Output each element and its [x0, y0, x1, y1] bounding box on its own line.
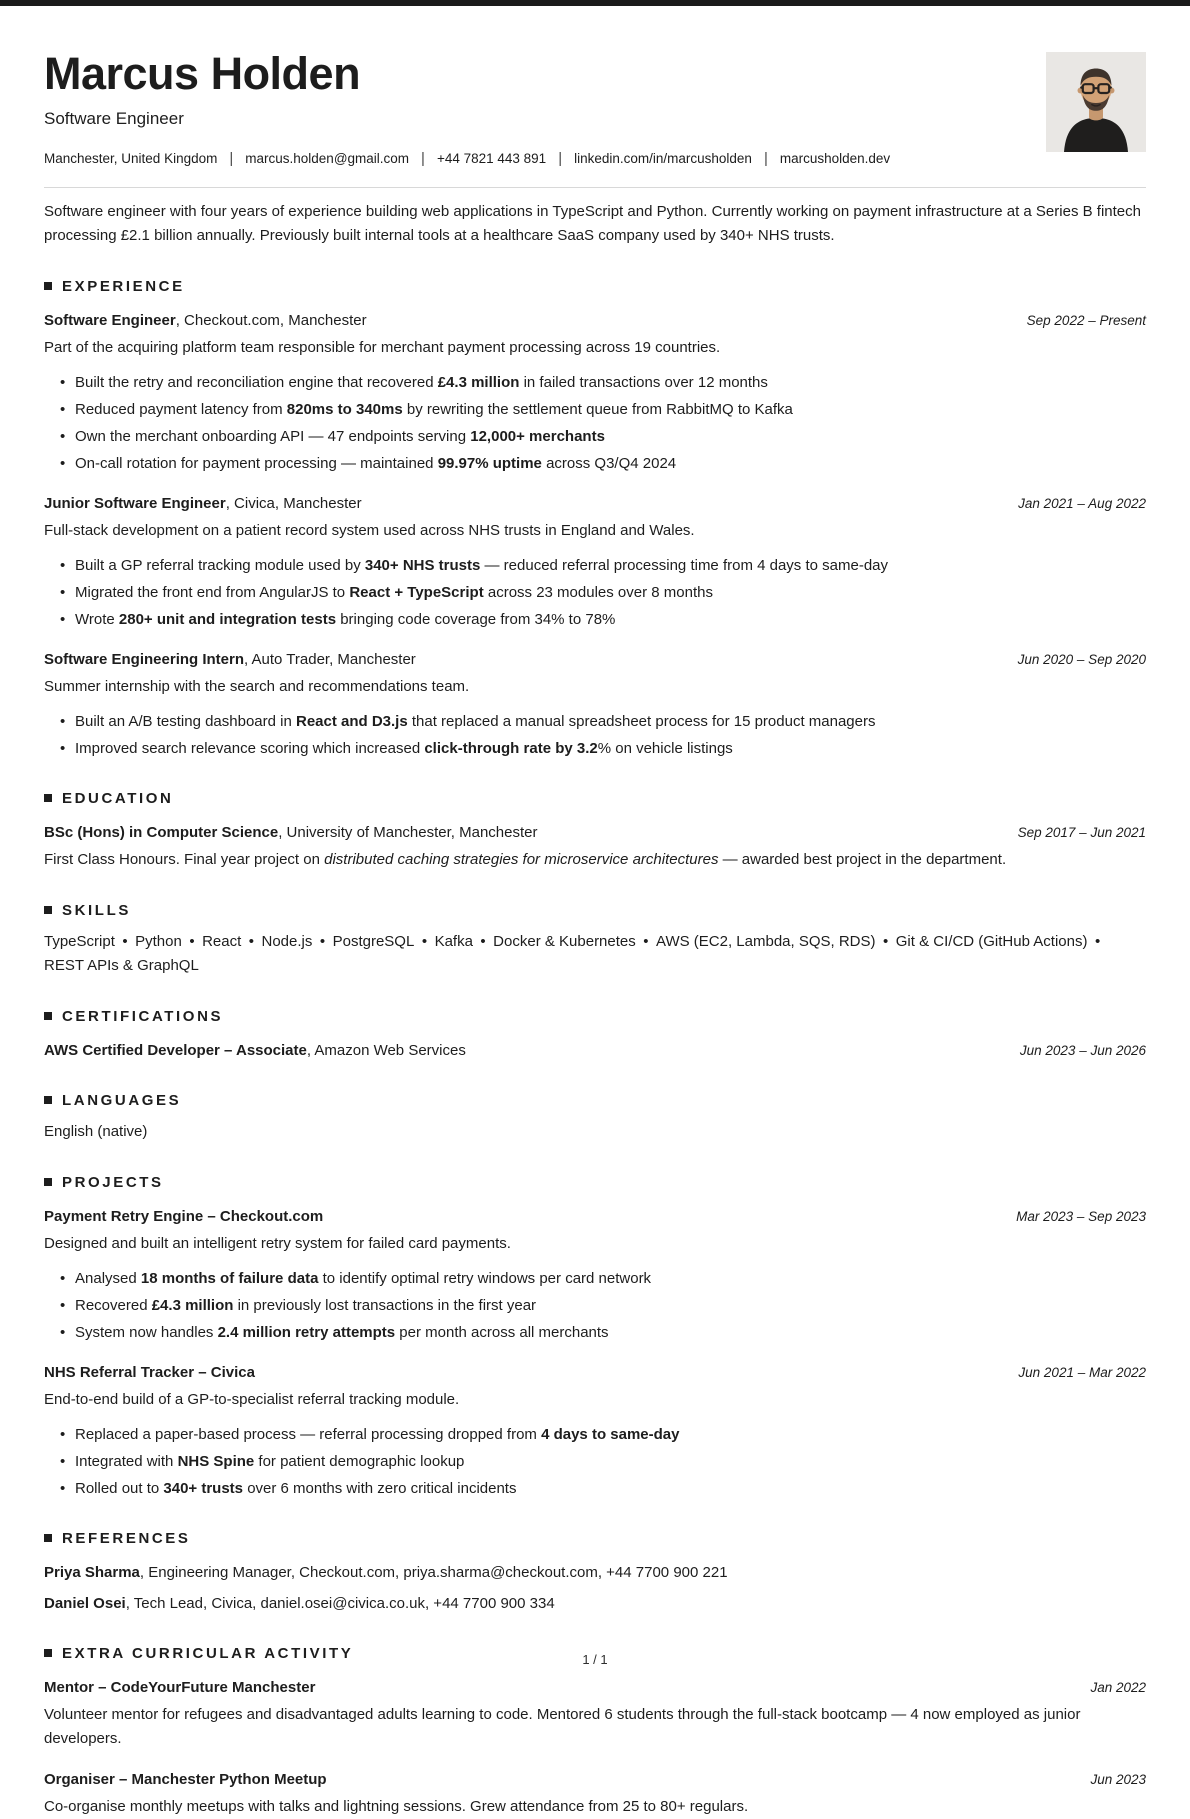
- entry-description: [44, 675, 1146, 699]
- section-title-text: LANGUAGES: [62, 1091, 182, 1109]
- entry-title-row: [44, 310, 1146, 332]
- text-segment: , Auto Trader, Manchester: [244, 650, 416, 668]
- text-segment: NHS Referral Tracker – Civica: [44, 1363, 255, 1381]
- section-title-text: EDUCATION: [62, 789, 174, 807]
- text-segment: , Engineering Manager, Checkout.com, priya.sharma@checkout.com, +44 7700 900 221: [139, 1563, 728, 1581]
- header-divider: [44, 187, 1146, 188]
- entry-description: [44, 336, 1146, 360]
- section-title-text: REFERENCES: [62, 1529, 191, 1547]
- sections-container: [44, 278, 1146, 1819]
- text-segment: over 6 months with zero critical incidents: [243, 1479, 517, 1497]
- entry-description: [44, 519, 1146, 543]
- section-title: [44, 902, 1146, 919]
- entry-bullet-list: [44, 711, 1146, 760]
- text-segment: , Tech Lead, Civica, daniel.osei@civica.co.uk, +44 7700 900 334: [125, 1594, 555, 1612]
- section-title: [44, 790, 1146, 807]
- contact-item-website: marcusholden.dev: [779, 150, 891, 166]
- text-segment: £4.3 million: [151, 1296, 234, 1314]
- entry-bullet-list: [44, 555, 1146, 631]
- person-name: Marcus Holden: [44, 48, 361, 99]
- entry-title-row: [44, 493, 1146, 515]
- contact-separator: |: [763, 149, 768, 167]
- text-segment: 340+ trusts: [163, 1479, 244, 1497]
- text-segment: Mentor – CodeYourFuture Manchester: [44, 1678, 316, 1696]
- text-segment: Integrated with: [75, 1452, 178, 1470]
- text-segment: 340+ NHS trusts: [364, 556, 481, 574]
- text-segment: Replaced a paper-based process — referral processing dropped from: [75, 1425, 542, 1443]
- text-segment: Rolled out to: [75, 1479, 164, 1497]
- bullet-item: [75, 426, 1146, 448]
- text-segment: Payment Retry Engine – Checkout.com: [44, 1207, 324, 1225]
- entry: [44, 1593, 1146, 1615]
- section-education: [44, 790, 1146, 872]
- entry-description: [44, 1795, 1146, 1819]
- bullet-item: [75, 738, 1146, 760]
- entry: [44, 822, 1146, 872]
- bullet-item: [75, 372, 1146, 394]
- section-languages: [44, 1092, 1146, 1144]
- section-text: English (native): [44, 1122, 148, 1140]
- text-segment: On-call rotation for payment processing — maintained: [75, 454, 438, 472]
- section-bullet-square-icon: [44, 1534, 52, 1542]
- resume-content: [0, 6, 1190, 1819]
- entry: [44, 1040, 1146, 1062]
- entry-date: Jun 2023: [1090, 1771, 1146, 1787]
- text-segment: to identify optimal retry windows per card network: [318, 1269, 652, 1287]
- entry-bullet-list: [44, 1268, 1146, 1344]
- section-title: [44, 1008, 1146, 1025]
- bullet-item: [75, 399, 1146, 421]
- entry-title: [44, 649, 416, 671]
- text-segment: Full-stack development on a patient record system used across NHS trusts in England and Wales.: [44, 521, 695, 539]
- profile-photo-illustration: [1046, 52, 1146, 152]
- section-title: [44, 1092, 1146, 1109]
- entry: [44, 1362, 1146, 1500]
- entry-date: Jun 2021 – Mar 2022: [1018, 1364, 1146, 1380]
- contact-row: [44, 150, 1022, 167]
- bullet-item: [75, 1478, 1146, 1500]
- text-segment: , Amazon Web Services: [306, 1041, 466, 1059]
- text-segment: that replaced a manual spreadsheet process for 15 product managers: [407, 712, 876, 730]
- bullet-item: [75, 1295, 1146, 1317]
- text-segment: Reduced payment latency from: [75, 400, 287, 418]
- text-segment: , University of Manchester, Manchester: [278, 823, 538, 841]
- text-segment: Software Engineer: [44, 311, 176, 329]
- bullet-item: [75, 711, 1146, 733]
- text-segment: BSc (Hons) in Computer Science: [44, 823, 279, 841]
- text-segment: click-through rate by 3.2: [424, 739, 598, 757]
- text-segment: for patient demographic lookup: [254, 1452, 465, 1470]
- text-segment: NHS Spine: [177, 1452, 255, 1470]
- text-segment: 12,000+ merchants: [470, 427, 605, 445]
- entry-date: Jan 2021 – Aug 2022: [1018, 495, 1146, 511]
- text-segment: Part of the acquiring platform team responsible for merchant payment processing across 19 countries.: [44, 338, 721, 356]
- entry-title: [44, 822, 538, 844]
- text-segment: % on vehicle listings: [597, 739, 733, 757]
- entry-date: Jan 2022: [1090, 1679, 1146, 1695]
- entry-title-row: [44, 1206, 1146, 1228]
- entry: [44, 310, 1146, 475]
- text-segment: Improved search relevance scoring which increased: [75, 739, 425, 757]
- section-bullet-square-icon: [44, 1096, 52, 1104]
- text-segment: 2.4 million retry attempts: [217, 1323, 396, 1341]
- text-segment: Recovered: [75, 1296, 152, 1314]
- contact-separator: |: [558, 149, 563, 167]
- contact-item-phone: +44 7821 443 891: [436, 150, 547, 166]
- text-segment: Designed and built an intelligent retry system for failed card payments.: [44, 1234, 511, 1252]
- entry-title-row: [44, 1040, 1146, 1062]
- bullet-item: [75, 609, 1146, 631]
- text-segment: , Civica, Manchester: [225, 494, 362, 512]
- person-job-title: Software Engineer: [44, 108, 184, 128]
- entry-date: Sep 2017 – Jun 2021: [1017, 824, 1146, 840]
- entry: [44, 649, 1146, 760]
- entry-description: [44, 848, 1146, 872]
- text-segment: End-to-end build of a GP-to-specialist referral tracking module.: [44, 1390, 460, 1408]
- text-segment: 99.97% uptime: [437, 454, 542, 472]
- entry: [44, 1206, 1146, 1344]
- section-bullet-square-icon: [44, 906, 52, 914]
- text-segment: across 23 modules over 8 months: [483, 583, 713, 601]
- entry: [44, 493, 1146, 631]
- bullet-item: [75, 1322, 1146, 1344]
- text-segment: Co-organise monthly meetups with talks and lightning sessions. Grew attendance from 25 to 80+ regulars.: [44, 1797, 749, 1815]
- text-segment: — awarded best project in the department.: [718, 850, 1007, 868]
- text-segment: Priya Sharma: [44, 1563, 140, 1581]
- entry-title: [44, 1562, 728, 1584]
- text-segment: Volunteer mentor for refugees and disadvantaged adults learning to code. Mentored 6 students through the full-stack bootcamp — 4 now employed as junior developers.: [44, 1705, 1081, 1747]
- entry-date: Jun 2020 – Sep 2020: [1017, 651, 1146, 667]
- text-segment: £4.3 million: [437, 373, 520, 391]
- entry-description: [44, 1703, 1146, 1751]
- section-title-text: EXTRA CURRICULAR ACTIVITY: [62, 1644, 354, 1662]
- text-segment: 820ms to 340ms: [286, 400, 403, 418]
- text-segment: Daniel Osei: [44, 1594, 126, 1612]
- contact-separator: |: [229, 149, 234, 167]
- section-title: [44, 1174, 1146, 1191]
- entry-title-row: [44, 1593, 1146, 1615]
- entry-title: [44, 1362, 255, 1384]
- section-bullet-square-icon: [44, 1178, 52, 1186]
- text-segment: Migrated the front end from AngularJS to: [75, 583, 350, 601]
- entry-description: [44, 1232, 1146, 1256]
- section-title-text: PROJECTS: [62, 1173, 164, 1191]
- section-title-text: SKILLS: [62, 901, 131, 919]
- section-bullet-square-icon: [44, 794, 52, 802]
- entry-title: [44, 1206, 323, 1228]
- text-segment: Built a GP referral tracking module used by: [75, 556, 365, 574]
- entry-date: Mar 2023 – Sep 2023: [1016, 1208, 1146, 1224]
- bullet-item: [75, 1424, 1146, 1446]
- entry-title-row: [44, 1769, 1146, 1791]
- text-segment: AWS Certified Developer – Associate: [44, 1041, 307, 1059]
- text-segment: First Class Honours. Final year project on: [44, 850, 325, 868]
- text-segment: 18 months of failure data: [140, 1269, 319, 1287]
- section-certifications: [44, 1008, 1146, 1062]
- entry-bullet-list: [44, 1424, 1146, 1500]
- entry: [44, 1677, 1146, 1751]
- contact-separator: |: [421, 149, 425, 167]
- entry: [44, 1769, 1146, 1819]
- section-extra-curricular-activity: [44, 1645, 1146, 1819]
- text-segment: Analysed: [75, 1269, 141, 1287]
- section-references: [44, 1530, 1146, 1615]
- text-segment: , Checkout.com, Manchester: [175, 311, 367, 329]
- entry-title: [44, 1769, 327, 1791]
- text-segment: 4 days to same-day: [541, 1425, 680, 1443]
- page-number: 1 / 1: [582, 1652, 608, 1667]
- text-segment: in previously lost transactions in the first year: [233, 1296, 537, 1314]
- entry-title: [44, 1593, 555, 1615]
- section-projects: [44, 1174, 1146, 1500]
- contact-item-email: marcus.holden@gmail.com: [245, 150, 410, 166]
- skills-list: TypeScript • Python • React • Node.js • PostgreSQL • Kafka • Docker & Kubernetes • AWS (EC2, Lambda, SQS, RDS) • Git & CI/CD (GitHub Actions) • REST APIs & GraphQL: [44, 932, 1108, 974]
- entry-date: Sep 2022 – Present: [1026, 312, 1146, 328]
- text-segment: by rewriting the settlement queue from RabbitMQ to Kafka: [402, 400, 793, 418]
- section-title-text: CERTIFICATIONS: [62, 1007, 224, 1025]
- text-segment: Wrote: [75, 610, 119, 628]
- text-segment: 280+ unit and integration tests: [118, 610, 337, 628]
- text-segment: — reduced referral processing time from 4 days to same-day: [480, 556, 889, 574]
- entry-title-row: [44, 822, 1146, 844]
- profile-photo: [1046, 52, 1146, 152]
- text-segment: React + TypeScript: [349, 583, 484, 601]
- entry: [44, 1562, 1146, 1584]
- text-segment: across Q3/Q4 2024: [541, 454, 677, 472]
- text-segment: distributed caching strategies for microservice architectures: [324, 850, 719, 868]
- text-segment: Summer internship with the search and recommendations team.: [44, 677, 470, 695]
- section-skills: [44, 902, 1146, 978]
- contact-item-linkedin: linkedin.com/in/marcusholden: [574, 150, 752, 166]
- bullet-item: [75, 582, 1146, 604]
- entry-title: [44, 1040, 466, 1062]
- text-segment: Built an A/B testing dashboard in: [75, 712, 296, 730]
- bullet-item: [75, 453, 1146, 475]
- resume-header: [44, 48, 1146, 167]
- text-segment: in failed transactions over 12 months: [519, 373, 768, 391]
- section-experience: [44, 278, 1146, 760]
- text-segment: bringing code coverage from 34% to 78%: [336, 610, 616, 628]
- entry-bullet-list: [44, 372, 1146, 475]
- header-text-block: [44, 48, 1022, 167]
- entry-description: [44, 1388, 1146, 1412]
- summary-paragraph: Software engineer with four years of experience building web applications in TypeScript and Python. Currently working on payment infrastructure at a Series B fintech processing £2.1 billion annually. Previously built internal tools at a healthcare SaaS company used by 340+ NHS trusts.: [44, 202, 1141, 244]
- entry-date: Jun 2023 – Jun 2026: [1019, 1042, 1146, 1058]
- text-segment: Built the retry and reconciliation engine that recovered: [75, 373, 438, 391]
- section-title: [44, 278, 1146, 295]
- text-segment: Own the merchant onboarding API — 47 endpoints serving: [75, 427, 471, 445]
- section-title-text: EXPERIENCE: [62, 277, 185, 295]
- bullet-item: [75, 1451, 1146, 1473]
- text-segment: React and D3.js: [295, 712, 408, 730]
- section-title: [44, 1530, 1146, 1547]
- bullet-item: [75, 555, 1146, 577]
- entry-title: [44, 1677, 315, 1699]
- text-segment: Software Engineering Intern: [44, 650, 245, 668]
- contact-item-location: Manchester, United Kingdom: [44, 150, 218, 166]
- entry-title-row: [44, 649, 1146, 671]
- text-segment: per month across all merchants: [395, 1323, 609, 1341]
- entry-title: [44, 493, 362, 515]
- entry-title-row: [44, 1562, 1146, 1584]
- entry-title-row: [44, 1677, 1146, 1699]
- text-segment: Junior Software Engineer: [44, 494, 226, 512]
- bullet-item: [75, 1268, 1146, 1290]
- text-segment: System now handles: [75, 1323, 218, 1341]
- entry-title: [44, 310, 367, 332]
- text-segment: Organiser – Manchester Python Meetup: [44, 1770, 327, 1788]
- entry-title-row: [44, 1362, 1146, 1384]
- section-bullet-square-icon: [44, 1012, 52, 1020]
- section-bullet-square-icon: [44, 282, 52, 290]
